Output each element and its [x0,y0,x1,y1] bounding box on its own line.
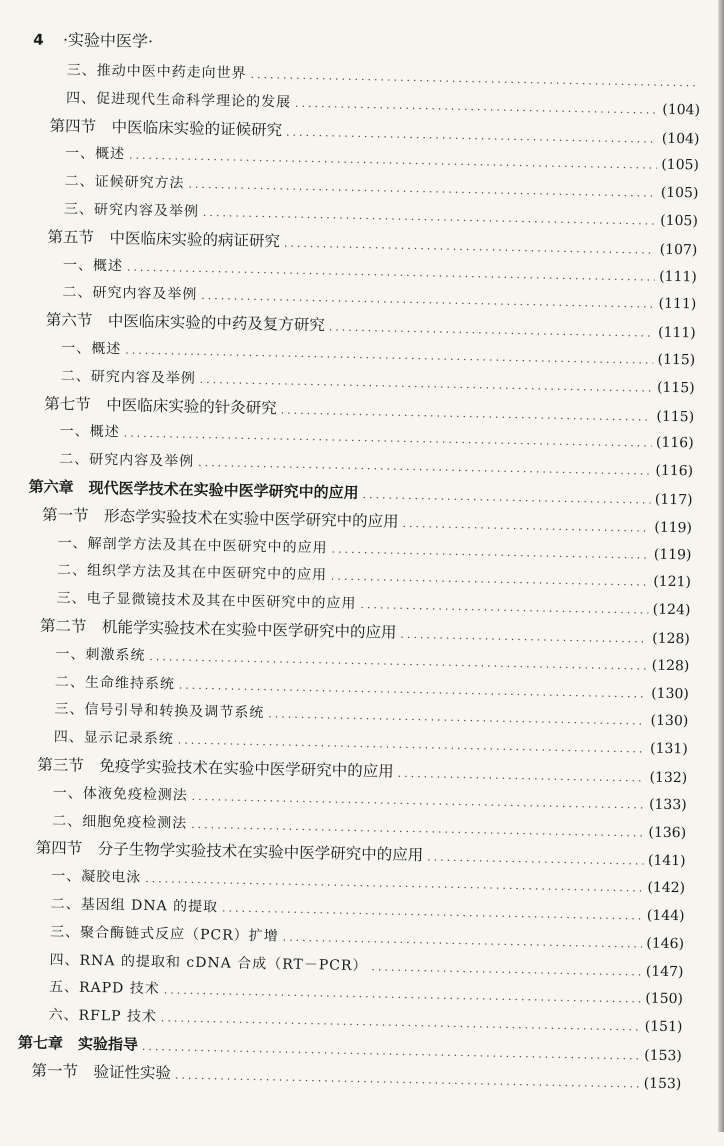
toc-page-number: (141) [647,852,686,870]
toc-entry-title: 第六章 现代医学技术在实验中医学研究中的应用 [28,477,359,502]
toc-entry-title: 一、凝胶电泳 [51,868,142,886]
toc-page-number: (151) [644,1018,683,1036]
toc-entry-title: 二、基因组 DNA 的提取 [50,896,219,916]
toc-page-number: (124) [652,601,691,619]
toc-entry-title: 三、研究内容及举例 [63,201,200,220]
toc-page-number: (150) [645,990,684,1008]
toc-entry-title: 四、显示记录系统 [53,729,174,748]
toc-entry-title: 第四节 分子生物学实验技术在实验中医学研究中的应用 [35,839,424,865]
toc-entry-title: 一、概述 [64,145,126,163]
toc-page-number: (117) [654,491,693,509]
toc-page-number: (105) [660,212,699,230]
toc-page-number: (115) [656,379,695,397]
toc-page-number: (119) [653,546,692,563]
toc-entry-title: 二、研究内容及举例 [59,451,195,470]
page-number: 4 [33,30,44,49]
toc-entry-title: 第一节 验证性实验 [31,1061,172,1083]
toc-page-number: (116) [655,435,694,452]
toc-page-number: (146) [646,935,685,953]
toc-page-number: (105) [661,157,700,174]
book-spine-shadow [718,0,724,1132]
running-title: ·实验中医学· [62,30,154,51]
toc-page-number: (144) [646,907,685,925]
toc-entry-title: 二、研究内容及举例 [62,284,198,304]
toc-page-number: (130) [650,712,689,730]
toc-entry-title: 第七节 中医临床实验的针灸研究 [44,394,277,417]
toc-page-number: (133) [648,796,687,814]
toc-page-number: (119) [654,519,693,537]
toc-entry-title: 第三节 免疫学实验技术在实验中医学研究中的应用 [37,755,394,781]
toc-page-number: (121) [653,573,692,591]
toc-page-number: (142) [647,879,686,897]
toc-page-number: (115) [656,408,695,425]
toc-page-number: (128) [651,657,690,675]
toc-page-number: (111) [658,296,697,313]
toc-entry-title: 二、研究内容及举例 [60,368,196,387]
toc-page-number: (111) [657,324,696,342]
toc-entry-title: 二、细胞免疫检测法 [52,812,188,832]
toc-entry-title: 第四节 中医临床实验的证候研究 [49,116,283,140]
toc-entry-title: 四、促进现代生命科学理论的发展 [65,90,292,111]
toc-page-number: (147) [645,963,684,980]
toc-entry-title: 六、RFLP 技术 [48,1007,158,1026]
toc-entry-title: 第六节 中医临床实验的中药及复方研究 [45,311,326,335]
toc-entry-title: 一、体液免疫检测法 [52,784,188,804]
toc-entry-title: 一、解剖学方法及其在中医研究中的应用 [57,534,328,556]
toc-page-number: (153) [643,1075,682,1092]
table-of-contents [0,56,723,1098]
toc-page-number: (105) [660,184,699,202]
toc-entry-title: 一、概述 [59,423,120,441]
toc-page-number: (116) [655,462,694,480]
toc-page-number: (104) [662,101,701,119]
toc-entry-title: 五、RAPD 技术 [48,979,160,998]
toc-page-number: (130) [651,685,689,702]
toc-page-number: (104) [661,130,700,148]
toc-entry-title: 第五节 中医临床实验的病证研究 [47,227,281,251]
toc-entry-title: 第七章 实验指导 [17,1033,139,1054]
toc-entry-title: 二、组织学方法及其在中医研究中的应用 [56,562,328,584]
toc-entry-title: 一、概述 [61,340,122,358]
toc-entry-title: 第二节 机能学实验技术在实验中医学研究中的应用 [39,616,397,642]
toc-page-number: (136) [648,824,687,841]
toc-entry-title: 三、聚合酶链式反应（PCR）扩增 [49,923,279,945]
toc-page-number: (132) [649,769,688,787]
toc-page-number: (128) [652,630,691,648]
toc-entry-title: 二、证候研究方法 [64,173,185,192]
dot-leader [360,591,649,624]
toc-page-number: (111) [659,268,697,286]
toc-entry-title: 第一节 形态学实验技术在实验中医学研究中的应用 [41,505,399,531]
toc-entry-title: 三、电子显微镜技术及其在中医研究中的应用 [56,590,357,613]
toc-page-number: (153) [644,1047,683,1065]
toc-entry-title: 三、信号引导和转换及调节系统 [54,701,265,722]
toc-page-number: (115) [657,351,696,369]
page-header [33,27,153,52]
toc-entry-title: 一、概述 [62,256,124,274]
toc-entry-title: 二、生命维持系统 [54,673,176,693]
toc-entry-title: 三、推动中医中药走向世界 [66,62,247,82]
toc-page-number: (131) [649,740,688,758]
toc-entry-title: 一、刺激系统 [55,645,146,664]
toc-entry-title: 四、RNA 的提取和 cDNA 合成（RT－PCR） [49,951,368,974]
toc-page-number: (107) [659,241,698,259]
